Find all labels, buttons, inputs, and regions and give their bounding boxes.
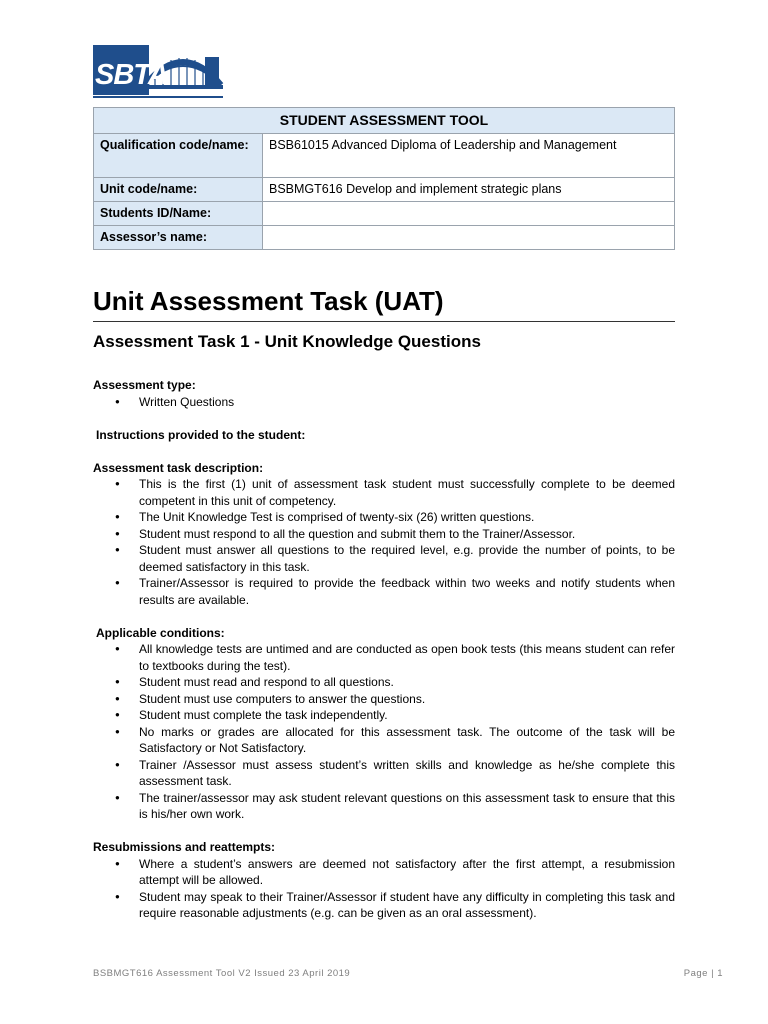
conditions-title: Applicable conditions: [96, 625, 225, 640]
student-id-label: Students ID/Name: [94, 202, 263, 226]
assessor-name-label: Assessor’s name: [94, 226, 263, 250]
table-header: STUDENT ASSESSMENT TOOL [94, 108, 675, 134]
assessment-type-list [93, 394, 675, 411]
instructions-title: Instructions provided to the student: [96, 427, 306, 442]
list-item: ● The Unit Knowledge Test is comprised of twenty-six (26) written questions. [139, 509, 675, 526]
list-item: ● Where a student’s answers are deemed not satisfactory after the first attempt, a resubmission attempt will be allowed. [139, 856, 675, 889]
list-item: ● Student must answer all questions to the required level, e.g. provide the number of points, to be deemed satisfactory in this task. [139, 542, 675, 575]
resubmissions-list [93, 856, 675, 922]
list-item: ● Student must read and respond to all questions. [139, 674, 675, 691]
list-item: ● No marks or grades are allocated for this assessment task. The outcome of the task will be Satisfactory or Not Satisfactory. [139, 724, 675, 757]
description-title: Assessment task description: [93, 460, 264, 475]
table-row [94, 226, 675, 250]
list-item: ● Student may speak to their Trainer/Assessor if student have any difficulty in completing this task and require reasonable adjustments (e.g. can be given as an oral assessment). [139, 889, 675, 922]
logo-text: SBTA [95, 59, 168, 91]
conditions-list [93, 641, 675, 823]
table-row [94, 134, 675, 178]
table-row [94, 178, 675, 202]
list-item: ● The trainer/assessor may ask student relevant questions on this assessment task to ensure that this is his/her own work. [139, 790, 675, 823]
resubmissions-title: Resubmissions and reattempts: [93, 840, 276, 854]
list-item: ● Written Questions [139, 394, 675, 411]
unit-code-label: Unit code/name: [94, 178, 263, 202]
list-item: ● This is the first (1) unit of assessment task student must successfully complete to be deemed competent in this unit of competency. [139, 476, 675, 509]
table-row [94, 202, 675, 226]
qualification-value: BSB61015 Advanced Diploma of Leadership and Management [263, 134, 675, 178]
page-footer [93, 968, 723, 979]
section-heading: Assessment Task 1 - Unit Knowledge Questions [93, 332, 481, 351]
footer-document-info: BSBMGT616 Assessment Tool V2 Issued 23 April 2019 [93, 968, 351, 979]
list-item: ● Trainer /Assessor must assess student’s written skills and knowledge as he/she complete this assessment task. [139, 757, 675, 790]
list-item: ● All knowledge tests are untimed and are conducted as open book tests (this means student can refer to textbooks during the test). [139, 641, 675, 674]
list-item: ● Trainer/Assessor is required to provide the feedback within two weeks and notify students when results are available. [139, 575, 675, 608]
list-item: ● Student must respond to all the question and submit them to the Trainer/Assessor. [139, 526, 675, 543]
student-assessment-tool-table [93, 107, 675, 250]
page-number: Page | 1 [683, 968, 723, 979]
description-list [93, 476, 675, 608]
qualification-label: Qualification code/name: [94, 134, 263, 178]
assessment-type-title: Assessment type: [93, 378, 196, 392]
student-id-value[interactable] [263, 202, 675, 226]
assessor-name-value[interactable] [263, 226, 675, 250]
unit-code-value: BSBMGT616 Develop and implement strategic plans [263, 178, 675, 202]
page-title: Unit Assessment Task (UAT) [93, 286, 675, 322]
list-item: ● Student must complete the task independently. [139, 707, 675, 724]
document-body [93, 377, 675, 922]
list-item: ● Student must use computers to answer the questions. [139, 691, 675, 708]
sbta-logo [93, 45, 225, 100]
